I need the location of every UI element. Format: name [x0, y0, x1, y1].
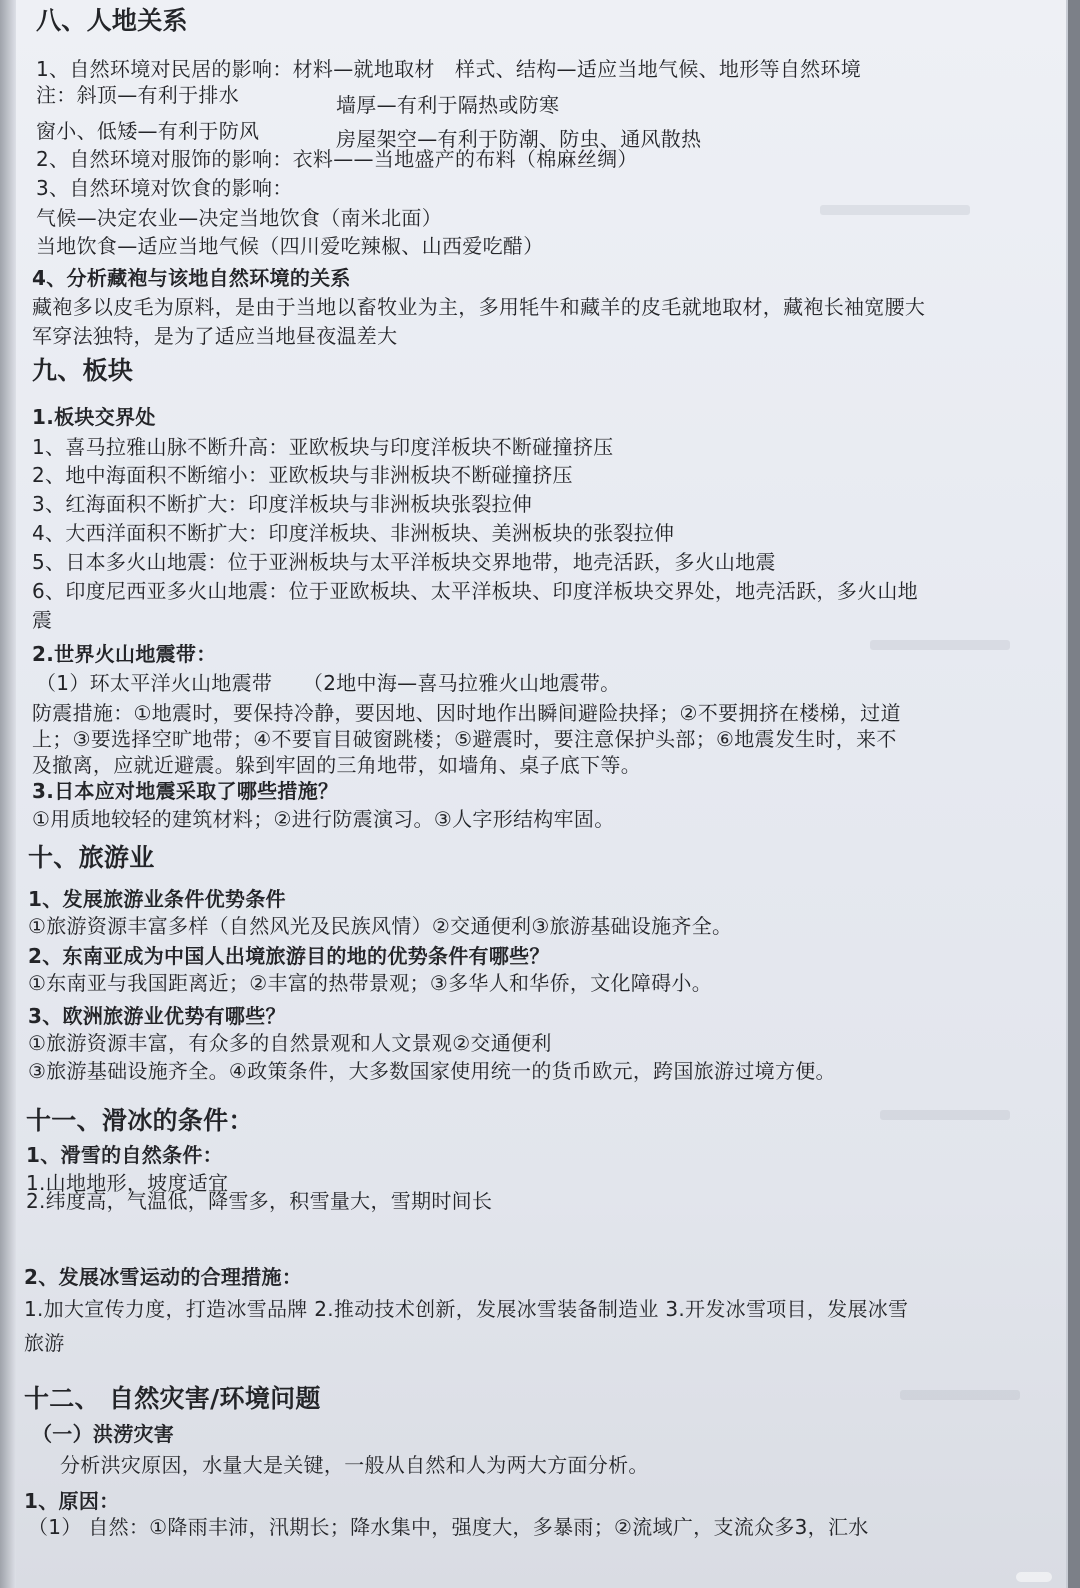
bleed-through-text	[870, 640, 1010, 650]
line-flood-analysis: 分析洪灾原因，水量大是关键，一般从自然和人为两大方面分析。	[60, 1453, 649, 1477]
heading-skiing-conditions: 1、滑雪的自然条件：	[26, 1143, 223, 1167]
line-local-diet: 当地饮食—适应当地气候（四川爱吃辣椒、山西爱吃醋）	[36, 234, 544, 258]
heading-flood-disaster: （一）洪涝灾害	[32, 1422, 175, 1446]
heading-japan-measures: 3.日本应对地震采取了哪些措施？	[32, 779, 339, 803]
line-europe-tourism-2: ③旅游基础设施齐全。④政策条件，大多数国家使用统一的货币欧元，跨国旅游过境方便。	[28, 1059, 836, 1083]
bleed-through-text	[880, 1110, 1010, 1120]
bleed-through-text	[820, 205, 970, 215]
line-quake-measures-2: 上；③要选择空旷地带；④不要盲目破窗跳楼；⑤避震时，要注意保护头部；⑥地震发生时，来不	[32, 727, 897, 751]
heading-flood-causes: 1、原因：	[24, 1489, 120, 1513]
line-volcanic-belts: （1）环太平洋火山地震带 （2地中海—喜马拉雅火山地震带。	[36, 671, 621, 695]
line-ice-snow-measures: 1.加大宣传力度，打造冰雪品牌 2.推动技术创新，发展冰雪装备制造业 3.开发冰雪项目，发展冰雪	[24, 1297, 909, 1321]
heading-tourism-conditions: 1、发展旅游业条件优势条件	[28, 887, 286, 911]
line-flood-natural-causes: （1） 自然：①降雨丰沛，汛期长；降水集中，强度大，多暴雨；②流域广，支流众多3，汇水	[28, 1515, 869, 1539]
heading-europe-tourism: 3、欧洲旅游业优势有哪些？	[28, 1004, 286, 1028]
heading-volcanic-belts: 2.世界火山地震带：	[32, 642, 217, 666]
line-robe-style: 军穿法独特，是为了适应当地昼夜温差大	[32, 324, 398, 348]
plate-item-japan: 5、日本多火山地震：位于亚洲板块与太平洋板块交界地带，地壳活跃，多火山地震	[32, 550, 776, 574]
section-title-disasters: 十二、 自然灾害/环境问题	[24, 1384, 321, 1413]
watermark-mark	[1016, 1572, 1052, 1582]
section-title-tourism: 十、旅游业	[28, 843, 155, 872]
line-skiing-terrain: 1.山地地形，坡度适宜	[26, 1171, 229, 1195]
note-thick-wall: 墙厚—有利于隔热或防寒	[336, 93, 560, 117]
section-title-skating: 十一、滑冰的条件：	[26, 1106, 254, 1135]
line-europe-tourism-1: ①旅游资源丰富，有众多的自然景观和人文景观②交通便利	[28, 1031, 552, 1055]
line-diet-influence: 3、自然环境对饮食的影响：	[36, 176, 293, 200]
bleed-through-text	[900, 1390, 1020, 1400]
heading-tibetan-robe: 4、分析藏袍与该地自然环境的关系	[32, 266, 351, 290]
line-quake-measures-1: 防震措施：①地震时，要保持冷静，要因地、因时地作出瞬间避险抉择；②不要拥挤在楼梯，过道	[32, 701, 901, 725]
plate-item-indonesia: 6、印度尼西亚多火山地震：位于亚欧板块、太平洋板块、印度洋板块交界处，地壳活跃，多火山地	[32, 579, 918, 603]
page-spine-shadow	[0, 0, 16, 1588]
section-title-human-land: 八、人地关系	[36, 6, 188, 35]
plate-item-mediterranean: 2、地中海面积不断缩小：亚欧板块与非洲板块不断碰撞挤压	[32, 463, 573, 487]
plate-item-indonesia-cont: 震	[32, 608, 53, 632]
plate-item-red-sea: 3、红海面积不断扩大：印度洋板块与非洲板块张裂拉伸	[32, 492, 533, 516]
section-title-plates: 九、板块	[32, 356, 134, 385]
line-robe-material: 藏袍多以皮毛为原料，是由于当地以畜牧业为主，多用牦牛和藏羊的皮毛就地取材，藏袍长袖宽腰大	[32, 295, 926, 319]
line-housing-influence: 1、自然环境对民居的影响：材料—就地取材 样式、结构—适应当地气候、地形等自然环境	[36, 57, 862, 81]
note-small-window: 窗小、低矮—有利于防风	[36, 119, 260, 143]
line-clothing-influence: 2、自然环境对服饰的影响：衣料——当地盛产的布料（棉麻丝绸）	[36, 147, 638, 171]
line-skiing-climate: 2.纬度高，气温低，降雪多，积雪量大，雪期时间长	[26, 1189, 493, 1213]
note-stilt-house: 房屋架空—有利于防潮、防虫、通风散热	[336, 127, 702, 151]
line-quake-measures-3: 及撤离，应就近避震。躲到牢固的三角地带，如墙角、桌子底下等。	[32, 753, 641, 777]
heading-ice-snow-measures: 2、发展冰雪运动的合理措施：	[24, 1265, 303, 1289]
note-sloped-roof: 注：斜顶—有利于排水	[36, 83, 239, 107]
plate-item-himalaya: 1、喜马拉雅山脉不断升高：亚欧板块与印度洋板块不断碰撞挤压	[32, 435, 614, 459]
heading-plate-boundary: 1.板块交界处	[32, 405, 156, 429]
line-southeast-asia: ①东南亚与我国距离近；②丰富的热带景观；③多华人和华侨，文化障碍小。	[28, 971, 712, 995]
line-ice-snow-measures-cont: 旅游	[24, 1331, 65, 1355]
line-japan-measures: ①用质地较轻的建筑材料；②进行防震演习。③人字形结构牢固。	[32, 807, 615, 831]
line-tourism-conditions: ①旅游资源丰富多样（自然风光及民族风情）②交通便利③旅游基础设施齐全。	[28, 914, 733, 938]
plate-item-atlantic: 4、大西洋面积不断扩大：印度洋板块、非洲板块、美洲板块的张裂拉伸	[32, 521, 675, 545]
line-climate-agriculture: 气候—决定农业—决定当地饮食（南米北面）	[36, 206, 442, 230]
heading-southeast-asia: 2、东南亚成为中国人出境旅游目的地的优势条件有哪些？	[28, 944, 550, 968]
